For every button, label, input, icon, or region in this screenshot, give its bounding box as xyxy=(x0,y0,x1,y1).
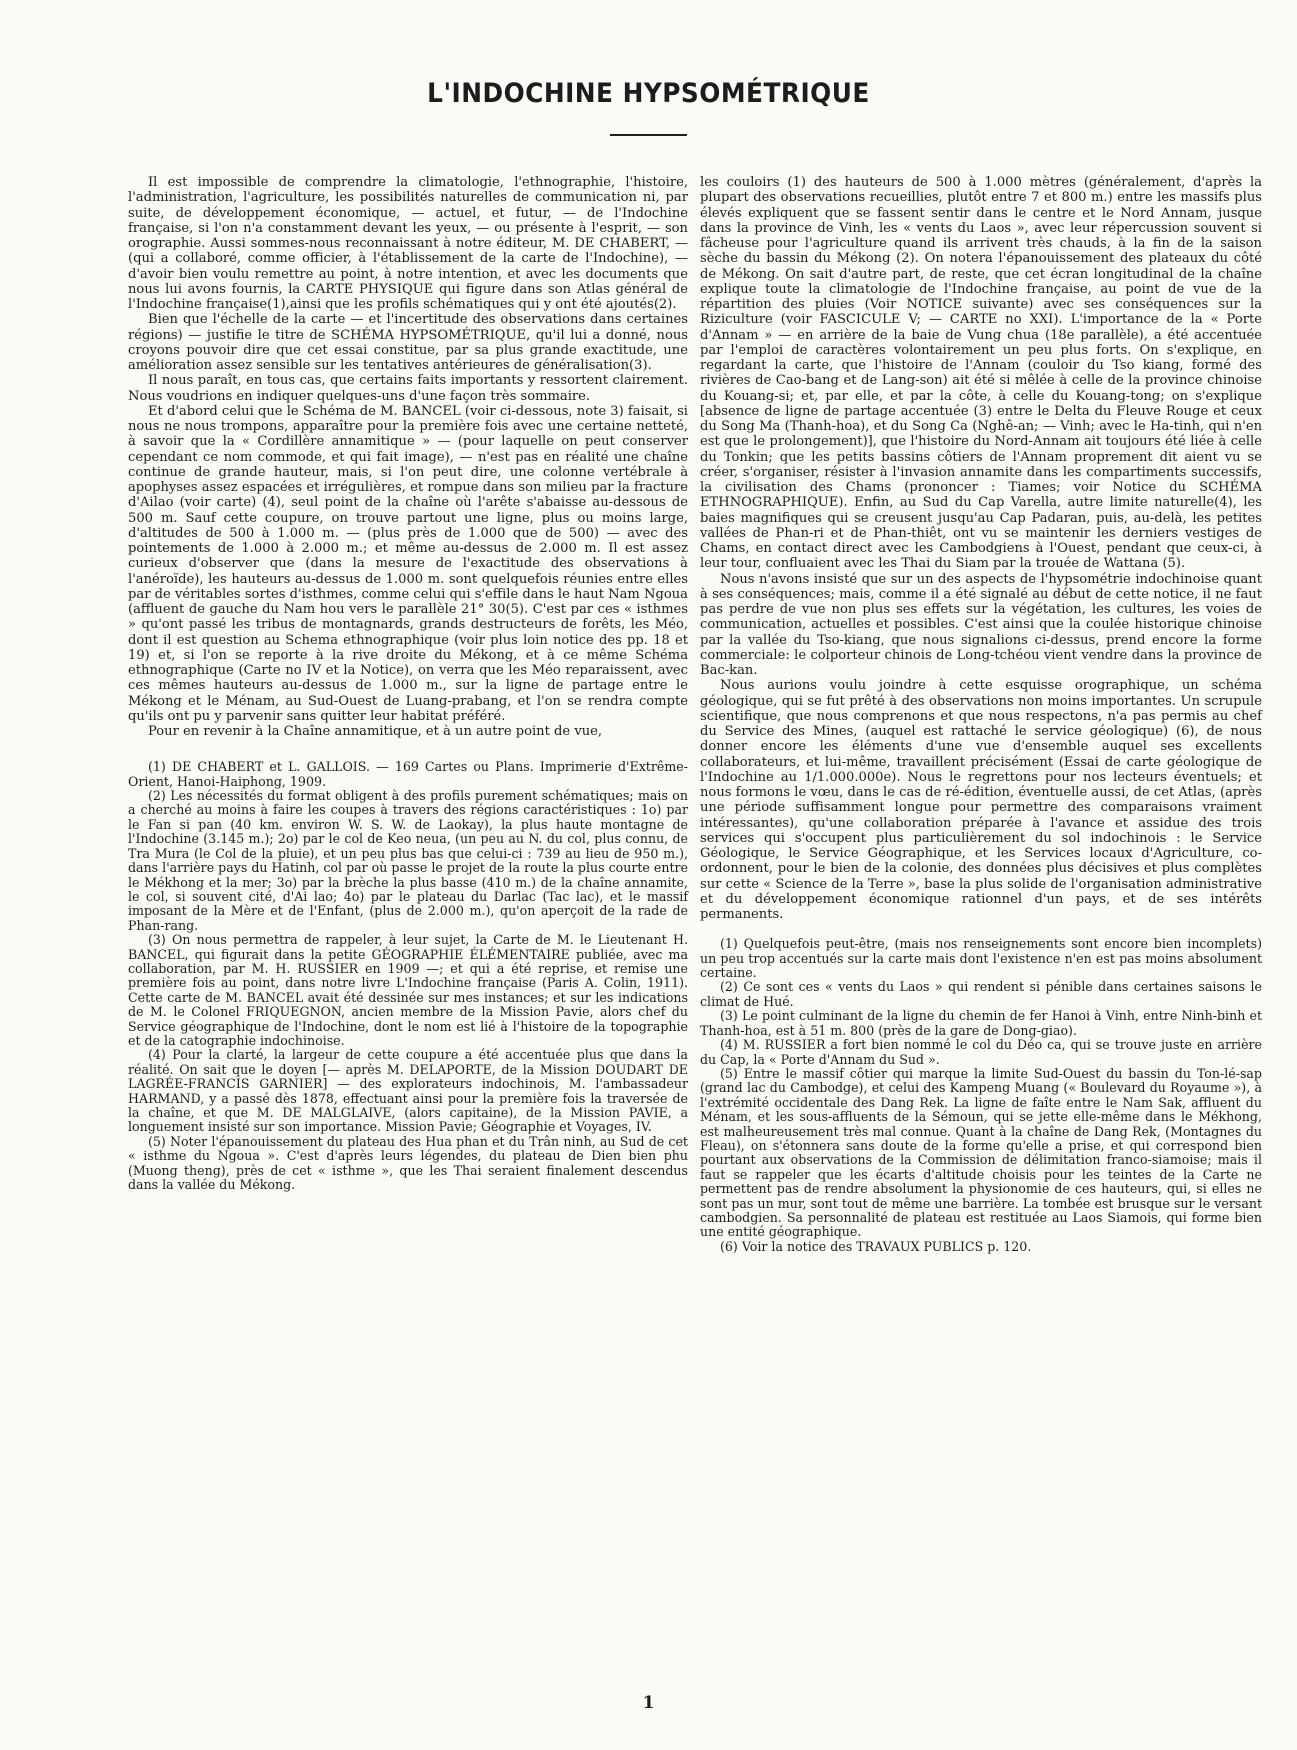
footnote: (1) Quelquefois peut-être, (mais nos renseignements sont encore bien incomplets) un peu trop accentués sur la carte mais dont l'existence n'en est pas moins absolument certaine. xyxy=(700,936,1262,981)
left-column xyxy=(128,175,688,1192)
footnote: (1) DE CHABERT et L. GALLOIS. — 169 Cartes ou Plans. Imprimerie d'Extrême-Orient, Hanoi-Haiphong, 1909. xyxy=(128,759,688,789)
paragraph: Et d'abord celui que le Schéma de M. BANCEL (voir ci-dessous, note 3) faisait, si nous ne nous trompons, apparaître pour la première fois avec une certaine netteté, à savoir que la « Cordillère annamitique » — (pour laquelle on peut conserver cependant ce nom commode, et qui fait image), — n'est pas en réalité une chaîne continue de grande hauteur, mais, si l'on peut dire, une colonne vertébrale à apophyses assez espacées et irrégulières, et rompue dans son milieu par la fracture d'Ailao (voir carte) (4), seul point de la chaîne où l'arête s'abaisse au-dessous de 500 m. Sauf cette coupure, on trouve partout une ligne, plus ou moins large, d'altitudes de 500 à 1.000 m. — (plus près de 1.000 que de 500) — avec des pointements de 1.000 à 2.000 m.; et même au-dessus de 2.000 m. Il est assez curieux d'observer que (dans la mesure de l'exactitude des observations à l'anéroïde), les hauteurs au-dessus de 1.000 m. sont quelquefois réunies entre elles par de véritables sortes d'isthmes, comme celui qui s'effile dans le haut Nam Ngoua (affluent de gauche du Nam hou vers le parallèle 21° 30(5). C'est par ces « isthmes » qu'ont passé les tribus de montagnards, grands destructeurs de forêts, les Méo, dont il est question au Schema ethnographique (voir plus loin notice des pp. 18 et 19) et, si l'on se reporte à la rive droite du Mékong, et à ce même Schéma ethnographique (Carte no IV et la Notice), on verra que les Méo reparaissent, avec ces mêmes hauteurs au-dessus de 1.000 m., sur la ligne de partage entre le Mékong et le Ménam, au Sud-Ouest de Luang-prabang, et l'on se rendra compte qu'ils ont pu y parvenir sans quitter leur habitat préféré. xyxy=(128,403,688,724)
footnote: (5) Noter l'épanouissement du plateau des Hua phan et du Trân ninh, au Sud de cet « isthme du Ngoua ». C'est d'après leurs légendes, du plateau de Dien bien phu (Muong theng), près de cet « isthme », que les Thai seraient finalement descendus dans la vallée du Mékong. xyxy=(128,1133,688,1193)
paragraph: Nous n'avons insisté que sur un des aspects de l'hypsométrie indochinoise quant à ses conséquences; mais, comme il a été signalé au début de cette notice, il ne faut pas perdre de vue non plus ses effets sur la végétation, les cultures, les voies de communication, actuelles et possibles. C'est ainsi que la coulée historique chinoise par la vallée du Tso-kiang, que nous signalions ci-dessus, prend encore la forme commerciale: le colporteur chinois de Long-tchéou vient vendre dans la province de Bac-kan. xyxy=(700,571,1262,678)
paragraph: Il nous paraît, en tous cas, que certains faits importants y ressortent clairement. Nous voudrions en indiquer quelques-uns d'une façon très sommaire. xyxy=(128,373,688,404)
paragraph: Il est impossible de comprendre la climatologie, l'ethnographie, l'histoire, l'administration, l'agriculture, les possibilités naturelles de communication ni, par suite, de développement économique, — actuel, et futur, — de l'Indochine française, si l'on n'a constamment devant les yeux, — ou présente à l'esprit, — son orographie. Aussi sommes-nous reconnaissant à notre éditeur, M. DE CHABERT, — (qui a collaboré, comme officier, à l'établissement de la carte de l'Indochine), — d'avoir bien voulu remettre au point, à notre intention, et avec les documents que nous lui avons fournis, la CARTE PHYSIQUE qui figure dans son Atlas général de l'Indochine française(1),ainsi que les profils schématiques qui y ont été ajoutés(2). xyxy=(128,175,688,312)
footnote-separator xyxy=(700,922,1262,937)
paragraph: Nous aurions voulu joindre à cette esquisse orographique, un schéma géologique, qui se fut prêté à des observations non moins importantes. Un scrupule scientifique, que nous comprenons et que nous respectons, n'a pas permis au chef du Service des Mines, (auquel est rattaché le service géologique) (6), de nous donner encore les éléments d'une vue d'ensemble auquel ses excellents collaborateurs, et lui-même, travaillent précisément (Essai de carte géologique de l'Indochine au 1/1.000.000e). Nous le regrettons pour nos lecteurs éventuels; et nous formons le vœu, dans le cas de ré-édition, éventuelle aussi, de cet Atlas, (après une période suffisamment longue pour permettre des comparaisons vraiment intéressantes), qu'une collaboration préparée à l'avance et assidue des trois services qui s'occupent plus particulièrement du sol indochinois : le Service Géologique, le Service Géographique, et les Services locaux d'Agriculture, co-ordonnent, pour le bien de la colonie, des données plus décisives et plus complètes sur cette « Science de la Terre », base la plus solide de l'organisation administrative et du développement économique rationnel d'un pays, et de ses intérêts permanents. xyxy=(700,678,1262,922)
paragraph: Bien que l'échelle de la carte — et l'incertitude des observations dans certaines régions) — justifie le titre de SCHÉMA HYPSOMÉTRIQUE, qu'il lui a donné, nous croyons pouvoir dire que cet essai constitue, par sa plus grande exactitude, une amélioration assez sensible sur les tentatives antérieures de généralisation(3). xyxy=(128,312,688,373)
right-column xyxy=(700,175,1262,1254)
footnote: (3) On nous permettra de rappeler, à leur sujet, la Carte de M. le Lieutenant H. BANCEL, qui figurait dans la petite GÉOGRAPHIE ÉLÉMENTAIRE publiée, avec ma collaboration, par M. H. RUSSIER en 1909 —; et qui a été reprise, et remise une première fois au point, dans notre livre L'Indochine française (Paris A. Colin, 1911). Cette carte de M. BANCEL avait été dessinée sur mes instances; et sur les indications de M. le Colonel FRIQUEGNON, ancien membre de la Mission Pavie, alors chef du Service géographique de l'Indochine, dont le nom est lié à l'histoire de la topographie et de la catographie indochinoise. xyxy=(128,932,688,1048)
paragraph: les couloirs (1) des hauteurs de 500 à 1.000 mètres (généralement, d'après la plupart des observations recueillies, plutôt entre 7 et 800 m.) entre les massifs plus élevés expliquent que se fassent sentir dans le centre et le Nord Annam, jusque dans la province de Vinh, les « vents du Laos », avec leur répercussion souvent si fâcheuse pour l'agriculture quand ils arrivent très chauds, à la fin de la saison sèche du bassin du Mékong (2). On notera l'épanouissement des plateaux du côté de Mékong. On sait d'autre part, de reste, que cet écran longitudinal de la chaîne explique toute la climatologie de l'Indochine française, au point de vue de la répartition des pluies (Voir NOTICE suivante) avec ses conséquences sur la Riziculture (voir FASCICULE V; — CARTE no XXI). L'importance de la « Porte d'Annam » — en arrière de la baie de Vung chua (18e parallèle), a été accentuée par l'emploi de caractères volontairement un peu plus forts. On s'explique, en regardant la carte, que l'histoire de l'Annam (couloir du Tso kiang, formé des rivières de Cao-bang et de Lang-son) ait été si mêlée à celle de la province chinoise du Kouang-si; et, par elle, et par la côte, à celle du Kouang-tong; on s'explique [absence de ligne de partage accentuée (3) entre le Delta du Fleuve Rouge et ceux du Song Ma (Thanh-hoa), et du Song Ca (Nghê-an; — Vinh; avec le Ha-tinh, qui n'en est que le prolongement)], que l'histoire du Nord-Annam ait toujours été liée à celle du Tonkin; que les petits bassins côtiers de l'Annam proprement dit aient vu se créer, s'organiser, résister à l'invasion annamite dans les compartiments successifs, la civilisation des Chams (prononcer : Tiames; voir Notice du SCHÉMA ETHNOGRAPHIQUE). Enfin, au Sud du Cap Varella, autre limite naturelle(4), les baies magnifiques qui se creusent jusqu'au Cap Padaran, puis, au-delà, les petites vallées de Phan-ri et de Phan-thiêt, ont vu se maintenir les derniers vestiges de Chams, en contact direct avec les Cambodgiens à l'Ouest, pendant que ceux-ci, à leur tour, confluaient avec les Thai du Siam par la trouée de Wattana (5). xyxy=(700,175,1262,572)
footnote: (4) Pour la clarté, la largeur de cette coupure a été accentuée plus que dans la réalité. On sait que le doyen [— après M. DELAPORTE, de la Mission DOUDART DE LAGRÉE-FRANCIS GARNIER] — des explorateurs indochinois, M. l'ambassadeur HARMAND, y a passé dès 1878, effectuant ainsi pour la première fois la traversée de la chaîne, et que M. DE MALGLAIVE, (alors capitaine), de la Mission PAVIE, a longuement insisté sur son importance. Mission Pavie; Géographie et Voyages, IV. xyxy=(128,1047,688,1135)
footnote: (2) Les nécessités du format obligent à des profils purement schématiques; mais on a cherché au moins à faire les coupes à travers des régions caractéristiques : 1o) par le Fan si pan (40 km. environ W. S. W. de Laokay), la plus haute montagne de l'Indochine (3.145 m.); 2o) par le col de Keo neua, (un peu au N. du col, plus connu, de Tra Mura (le Col de la pluie), et un peu plus bas que celui-ci : 739 au lieu de 950 m.), dans l'arrière pays du Hatinh, col par où passe le projet de la route la plus courte entre le Mékhong et la mer; 3o) par la brèche la plus basse (410 m.) de la chaîne annamite, le col, si souvent cité, d'Ai lao; 4o) par le plateau du Darlac (Tac lac), et le massif imposant de la Mère et de l'Enfant, (plus de 2.000 m.), qu'on aperçoit de la rade de Phan-rang. xyxy=(128,788,688,933)
paragraph: Pour en revenir à la Chaîne annamitique, et à un autre point de vue, xyxy=(148,724,603,739)
footnote: (3) Le point culminant de la ligne du chemin de fer Hanoi à Vinh, entre Ninh-binh et Thanh-hoa, est à 51 m. 800 (près de la gare de Dong-giao). xyxy=(700,1008,1262,1038)
title-rule xyxy=(610,134,687,136)
footnote: (5) Entre le massif côtier qui marque la limite Sud-Ouest du bassin du Ton-lé-sap (grand lac du Cambodge), et celui des Kampeng Muang (« Boulevard du Royaume »), à l'extrémité occidentale des Dang Rek. La ligne de faîte entre le Nam Sak, affluent du Ménam, et les sous-affluents de la Sémoun, qui se jette elle-même dans le Mékhong, est malheureusement très mal connue. Quant à la chaîne de Dang Rek, (Montagnes du Fleau), on s'étonnera sans doute de la forme qu'elle a prise, et qui correspond bien pourtant aux observations de la Commission de délimitation franco-siamoise; mais il faut se rappeler que les écarts d'altitude choisis pour les teintes de la Carte ne permettent pas de rendre absolument la physionomie de ces hauteurs, qui, si elles ne sont pas un mur, sont tout de même une barrière. La tombée est brusque sur le versant cambodgien. Sa personnalité de plateau est restituée au Laos Siamois, qui forme bien une entité géographique. xyxy=(700,1065,1262,1240)
page-number: 1 xyxy=(642,1693,655,1713)
footnote: (2) Ce sont ces « vents du Laos » qui rendent si pénible dans certaines saisons le climat de Hué. xyxy=(700,979,1262,1009)
footnote: (4) M. RUSSIER a fort bien nommé le col du Déo ca, qui se trouve juste en arrière du Cap, la « Porte d'Annam du Sud ». xyxy=(700,1037,1262,1067)
page-title: L'INDOCHINE HYPSOMÉTRIQUE xyxy=(427,78,870,109)
footnote: (6) Voir la notice des TRAVAUX PUBLICS p. 120. xyxy=(720,1238,1032,1254)
footnote-separator xyxy=(128,739,688,760)
